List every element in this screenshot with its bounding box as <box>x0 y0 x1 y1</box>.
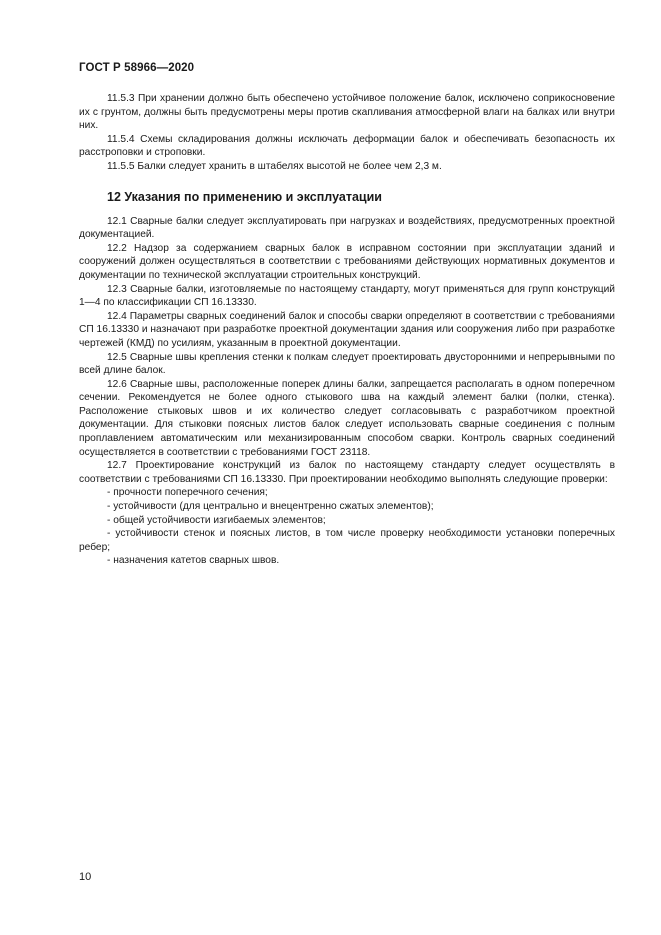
section-12-title: 12 Указания по применению и эксплуатации <box>107 189 382 204</box>
paragraph-11-5-5: 11.5.5 Балки следует хранить в штабелях высотой не более чем 2,3 м. <box>107 160 442 172</box>
paragraph-12-6: 12.6 Сварные швы, расположенные поперек длины балки, запрещается располагать в одном поперечном сечении. Рекомендуется не более одного стыкового шва на каждый элемент балки (полки, стенка). Расположение стыковых швов и их количество следует согласовывать с разработчиком проектной документации. Для стыковки поясных листов балок следует использовать сварные соединения с полным проплавлением автоматическим или механизированным способом сварки. Контроль сварных соединений осуществляется в соответствии с требованиями ГОСТ 23118. <box>79 378 615 458</box>
check-list-item: - общей устойчивости изгибаемых элементов; <box>107 514 326 526</box>
paragraph-11-5-4: 11.5.4 Схемы складирования должны исключать деформации балок и обеспечивать безопасность их расстроповки и строповки. <box>79 133 615 159</box>
document-body <box>79 92 615 568</box>
document-code-header: ГОСТ Р 58966—2020 <box>79 62 195 74</box>
paragraph-12-1: 12.1 Сварные балки следует эксплуатировать при нагрузках и воздействиях, предусмотренных проектной документацией. <box>79 215 615 241</box>
check-list-item: - назначения катетов сварных швов. <box>107 555 280 567</box>
paragraph-12-2: 12.2 Надзор за содержанием сварных балок в исправном состоянии при эксплуатации зданий и сооружений должен осуществляться в соответствии с требованиями действующих нормативных документов и документации по технической эксплуатации строительных конструкций. <box>79 242 615 281</box>
paragraph-12-5: 12.5 Сварные швы крепления стенки к полкам следует проектировать двусторонними и непрерывными по всей длине балок. <box>79 351 615 377</box>
check-list-item: - прочности поперечного сечения; <box>107 487 268 499</box>
page-number: 10 <box>79 871 92 883</box>
check-list-item: - устойчивости стенок и поясных листов, в том числе проверку необходимости установки поперечных ребер; <box>79 528 615 553</box>
paragraph-11-5-3: 11.5.3 При хранении должно быть обеспечено устойчивое положение балок, исключено соприкосновение их с грунтом, должны быть предусмотрены меры против скапливания атмосферной влаги на балках или внутри них. <box>79 93 615 132</box>
paragraph-12-4: 12.4 Параметры сварных соединений балок и способы сварки определяют в соответствии с требованиями СП 16.13330 и назначают при разработке проектной документации здания или сооружения либо при разработке чертежей (КМД) по усилиям, указанным в проектной документации. <box>79 310 615 349</box>
paragraph-12-7: 12.7 Проектирование конструкций из балок по настоящему стандарту следует осуществлять в соответствии с требованиями СП 16.13330. При проектировании необходимо выполнять следующие проверки: <box>79 460 615 485</box>
check-list-item: - устойчивости (для центрально и внецентренно сжатых элементов); <box>107 501 434 513</box>
paragraph-12-3: 12.3 Сварные балки, изготовляемые по настоящему стандарту, могут применяться для групп конструкций 1—4 по классификации СП 16.13330. <box>79 283 615 309</box>
